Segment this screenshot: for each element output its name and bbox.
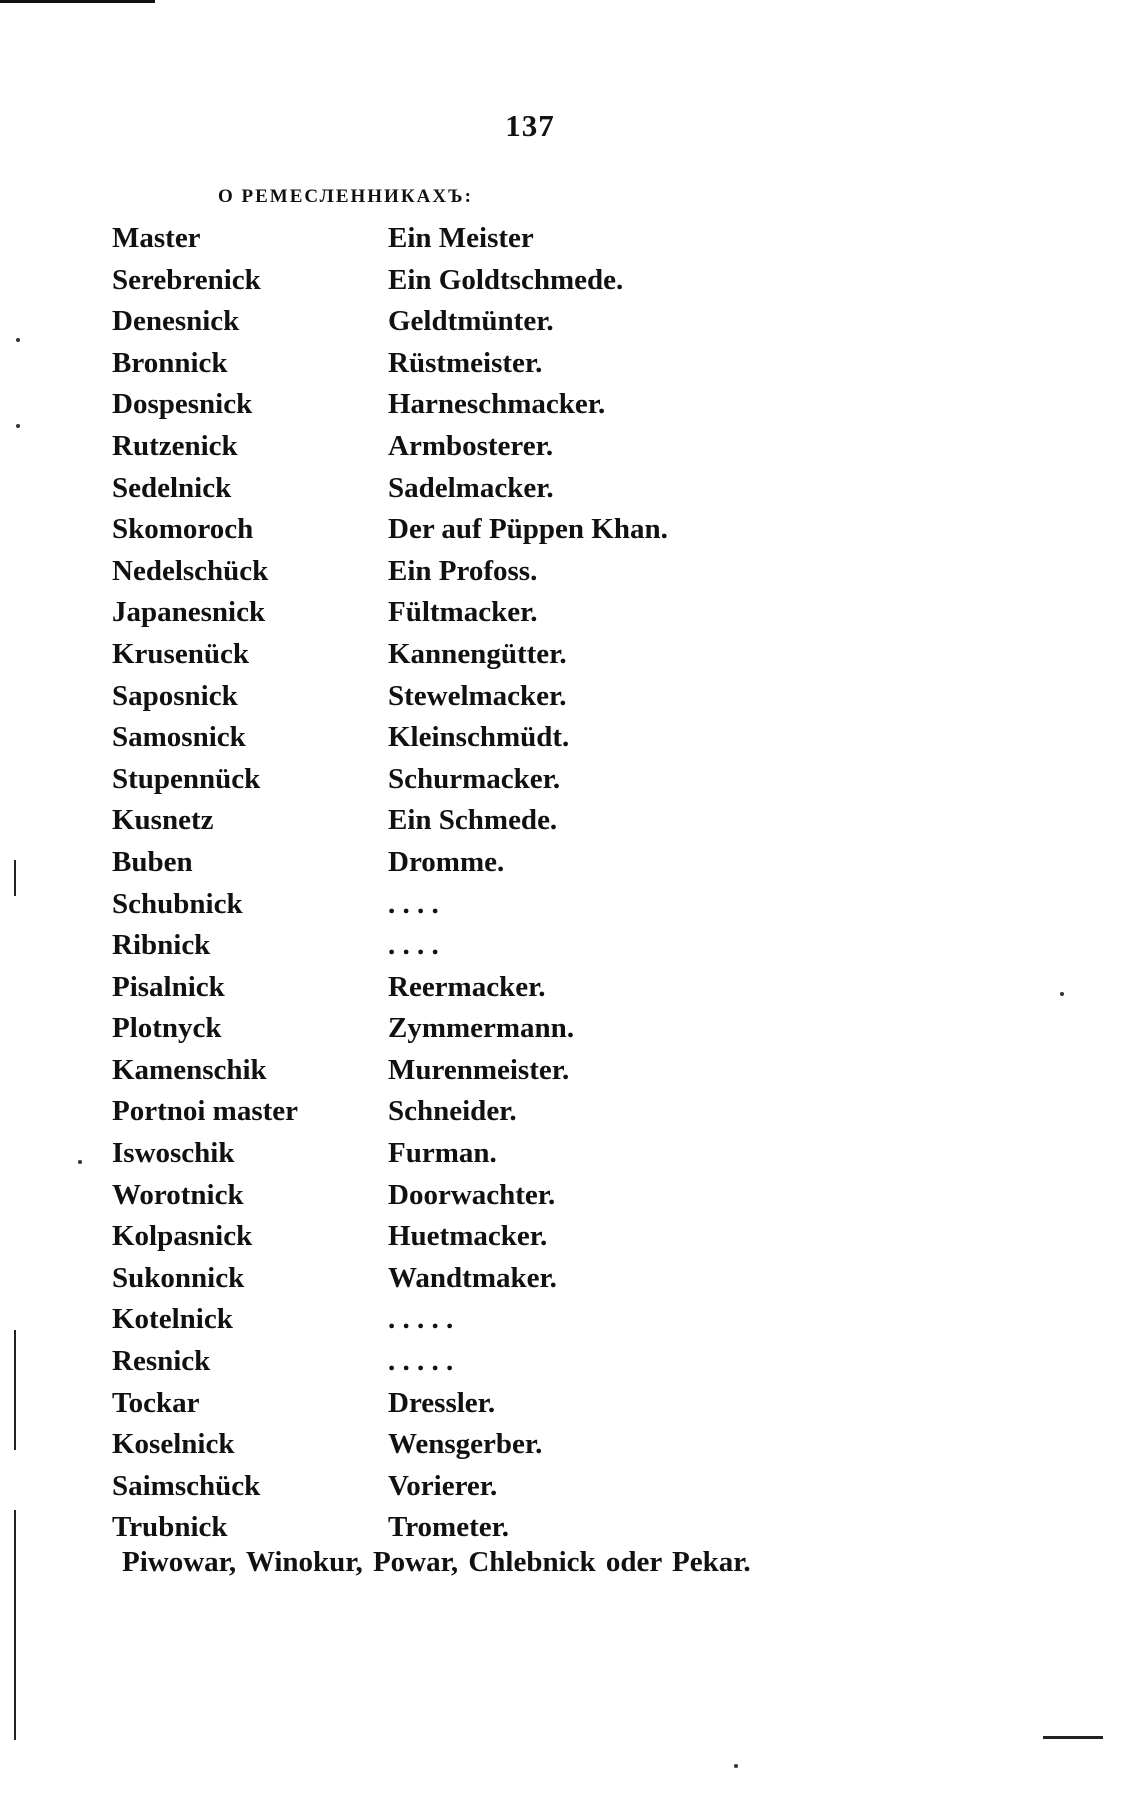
entry-row [112,676,1012,718]
entry-term: Iswoschik [112,1137,235,1170]
entry-term: Dospesnick [112,388,253,421]
entry-gloss: . . . . . [388,1345,454,1378]
vocabulary-list [112,218,1012,1549]
entry-row [112,884,1012,926]
entry-row [112,301,1012,343]
ink-speck [16,338,20,342]
entry-row [112,1507,1012,1549]
entry-row [112,634,1012,676]
entry-gloss: Sadelmacker. [388,471,554,504]
entry-term: Tockar [112,1386,200,1419]
entry-gloss: Fültmacker. [388,596,538,629]
entry-gloss: Der auf Püppen Khan. [388,513,668,546]
entry-gloss: Huetmacker. [388,1220,548,1253]
entry-term: Kusnetz [112,804,214,837]
entry-row [112,842,1012,884]
entry-gloss: . . . . . [388,1303,454,1336]
entry-term: Trubnick [112,1511,228,1544]
entry-gloss: Geldtmünter. [388,305,554,338]
entry-gloss: Armbosterer. [388,429,554,462]
entry-row [112,1133,1012,1175]
entry-row [112,509,1012,551]
entry-gloss: Stewelmacker. [388,679,567,712]
entry-gloss: Dromme. [388,845,505,878]
entry-row [112,218,1012,260]
entry-gloss: . . . . [388,929,439,962]
margin-mark [14,860,16,896]
entry-term: Japanesnick [112,596,266,629]
entry-row [112,551,1012,593]
entry-row [112,1424,1012,1466]
entry-term: Kotelnick [112,1303,233,1336]
entry-row [112,1299,1012,1341]
entry-gloss: Harneschmacker. [388,388,606,421]
ink-speck [78,1160,82,1164]
entry-term: Resnick [112,1345,211,1378]
closing-line: Piwowar, Winokur, Powar, Chlebnick oder Pekar. [122,1546,751,1578]
entry-gloss: Rüstmeister. [388,346,543,379]
entry-row [112,1258,1012,1300]
entry-row [112,592,1012,634]
entry-row [112,260,1012,302]
entry-gloss: Doorwachter. [388,1178,556,1211]
entry-row [112,1050,1012,1092]
entry-term: Koselnick [112,1428,235,1461]
entry-term: Worotnick [112,1178,244,1211]
entry-term: Kamenschik [112,1053,267,1086]
entry-row [112,468,1012,510]
entry-term: Master [112,222,201,254]
page-number: 137 [505,108,555,143]
entry-gloss: Kannengütter. [388,637,567,670]
entry-row [112,1091,1012,1133]
margin-mark [14,1510,16,1740]
entry-term: Krusenück [112,637,249,670]
entry-term: Buben [112,845,193,878]
entry-gloss: Vorierer. [388,1469,498,1502]
entry-row [112,1383,1012,1425]
entry-row [112,967,1012,1009]
entry-gloss: Zymmermann. [388,1012,575,1045]
entry-gloss: Trometer. [388,1511,510,1544]
entry-row [112,925,1012,967]
ink-speck [1060,992,1064,996]
entry-gloss: Furman. [388,1137,497,1170]
entry-row [112,1216,1012,1258]
entry-term: Portnoi master [112,1095,299,1128]
entry-row [112,426,1012,468]
entry-term: Sedelnick [112,471,232,504]
entry-term: Stupennück [112,762,261,795]
entry-row [112,343,1012,385]
entry-gloss: Schneider. [388,1095,517,1128]
entry-row [112,1466,1012,1508]
entry-gloss: Murenmeister. [388,1053,570,1086]
entry-gloss: Ein Profoss. [388,554,538,587]
entry-term: Kolpasnick [112,1220,253,1253]
entry-row [112,1341,1012,1383]
entry-term: Saposnick [112,679,238,712]
entry-row [112,1175,1012,1217]
entry-term: Nedelschück [112,554,269,587]
entry-term: Denesnick [112,305,240,338]
entry-term: Rutzenick [112,429,238,462]
section-heading: О РЕМЕСЛЕННИКАХЪ: [218,186,473,207]
entry-term: Bronnick [112,346,228,379]
entry-gloss: . . . . [388,887,439,920]
entry-term: Saimschück [112,1469,261,1502]
entry-term: Skomoroch [112,513,254,546]
entry-gloss: Wensgerber. [388,1428,543,1461]
entry-gloss: Kleinschmüdt. [388,721,570,754]
entry-term: Schubnick [112,887,243,920]
entry-term: Samosnick [112,721,246,754]
entry-row [112,800,1012,842]
entry-row [112,1008,1012,1050]
ink-speck [16,424,20,428]
entry-gloss: Ein Schmede. [388,804,558,837]
entry-term: Pisalnick [112,970,225,1003]
entry-term: Plotnyck [112,1012,222,1045]
entry-gloss: Wandtmaker. [388,1261,557,1294]
margin-mark [14,1330,16,1450]
entry-gloss: Ein Goldtschmede. [388,263,624,296]
top-rule [0,0,155,3]
ink-speck [734,1764,738,1768]
entry-term: Ribnick [112,929,211,962]
entry-term: Sukonnick [112,1261,245,1294]
entry-gloss: Dressler. [388,1386,496,1419]
entry-gloss: Schurmacker. [388,762,561,795]
entry-gloss: Ein Meister [388,222,534,254]
entry-row [112,759,1012,801]
bottom-dash [1043,1736,1103,1739]
entry-row [112,384,1012,426]
entry-term: Serebrenick [112,263,261,296]
entry-gloss: Reermacker. [388,970,546,1003]
entry-row [112,717,1012,759]
